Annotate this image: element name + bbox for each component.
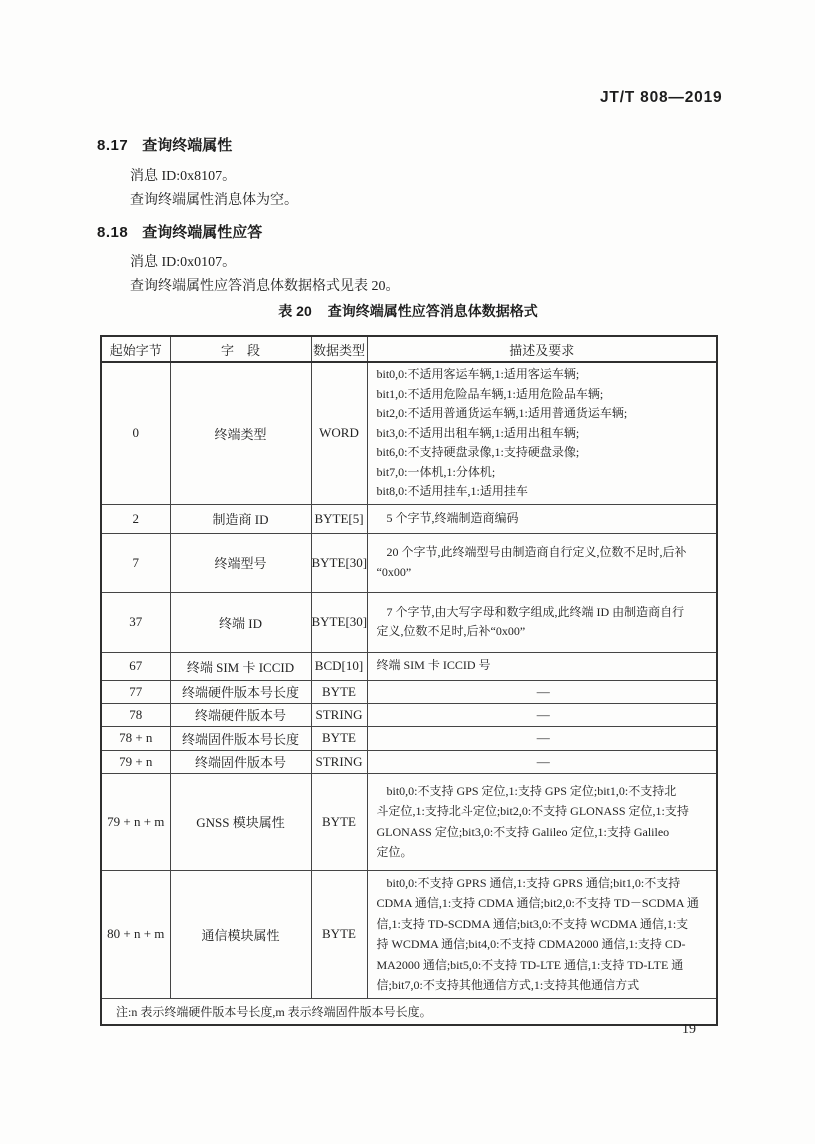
desc-line: bit0,0:不适用客运车辆,1:适用客运车辆;: [376, 367, 580, 381]
cell-field: 终端固件版本号长度: [170, 726, 311, 750]
paragraph: 消息 ID:0x8107。: [130, 169, 237, 184]
cell-data-type: BYTE: [311, 870, 367, 998]
desc-line: “0x00”: [376, 564, 412, 579]
cell-data-type: BYTE[30]: [311, 592, 367, 652]
cell-start-byte: 79 + n + m: [101, 773, 170, 870]
table-row: [101, 592, 717, 652]
cell-start-byte: 2: [101, 504, 170, 533]
cell-data-type: BYTE: [311, 680, 367, 703]
cell-field: 终端硬件版本号长度: [170, 680, 311, 703]
table-header-row: [101, 336, 717, 362]
col-header-field: 字 段: [170, 336, 311, 362]
message-format-table: [100, 335, 718, 1026]
cell-start-byte: 37: [101, 592, 170, 652]
cell-field: 终端 ID: [170, 592, 311, 652]
page-number: 19: [682, 1022, 696, 1037]
desc-line: bit7,0:一体机,1:分体机;: [376, 464, 496, 479]
cell-field: 终端硬件版本号: [170, 703, 311, 726]
desc-line: 斗定位,1:支持北斗定位;bit2,0:不支持 GLONASS 定位,1:支持: [376, 804, 689, 818]
dash-placeholder: —: [536, 683, 550, 699]
table-caption: [100, 301, 716, 321]
cell-start-byte: 0: [101, 362, 170, 504]
dash-placeholder: —: [536, 706, 550, 722]
cell-field: 制造商 ID: [170, 504, 311, 533]
cell-field: GNSS 模块属性: [170, 773, 311, 870]
paragraph: 查询终端属性应答消息体数据格式见表 20。: [130, 279, 400, 294]
table-row: [101, 680, 717, 703]
desc-line: MA2000 通信;bit5,0:不支持 TD-LTE 通信,1:支持 TD-LTE 通: [376, 957, 684, 972]
table-row: [101, 773, 717, 870]
cell-data-type: WORD: [311, 362, 367, 504]
cell-description: [367, 773, 717, 870]
table-caption-title: 查询终端属性应答消息体数据格式: [327, 303, 538, 319]
desc-line: GLONASS 定位;bit3,0:不支持 Galileo 定位,1:支持 Galileo: [376, 824, 670, 839]
dash-placeholder: —: [536, 730, 550, 745]
cell-start-byte: 77: [101, 680, 170, 703]
cell-description: [367, 504, 717, 533]
table-row: [101, 652, 717, 680]
table-caption-label: 表 20: [278, 303, 312, 319]
table-note: 注:n 表示终端硬件版本号长度,m 表示终端固件版本号长度。: [101, 998, 717, 1025]
desc-line: 5 个字节,终端制造商编码: [386, 510, 519, 525]
cell-start-byte: 78: [101, 703, 170, 726]
desc-line: CDMA 通信,1:支持 CDMA 通信;bit2,0:不支持 TD－SCDMA 通: [376, 896, 699, 910]
cell-data-type: BYTE: [311, 773, 367, 870]
cell-start-byte: 79 + n: [101, 750, 170, 773]
cell-start-byte: 7: [101, 533, 170, 592]
desc-line: 定位。: [376, 845, 413, 859]
table-row: [101, 504, 717, 533]
cell-start-byte: 67: [101, 652, 170, 680]
cell-field: 通信模块属性: [170, 870, 311, 998]
section-heading-8-18: [97, 221, 262, 242]
section-title: 查询终端属性: [142, 137, 233, 154]
paragraph: 查询终端属性消息体为空。: [130, 193, 298, 208]
desc-line: bit3,0:不适用出租车辆,1:适用出租车辆;: [376, 425, 580, 440]
cell-description: [367, 533, 717, 592]
table-row: [101, 362, 717, 504]
cell-description: [367, 680, 717, 703]
desc-line: 终端 SIM 卡 ICCID 号: [376, 658, 491, 673]
dash-placeholder: —: [536, 753, 550, 769]
cell-data-type: BYTE[5]: [311, 504, 367, 533]
col-header-description: 描述及要求: [367, 336, 717, 362]
table-row: [101, 870, 717, 998]
desc-line: 持 WCDMA 通信;bit4,0:不支持 CDMA2000 通信,1:支持 CD-: [376, 937, 686, 951]
desc-line: 20 个字节,此终端型号由制造商自行定义,位数不足时,后补: [386, 545, 687, 559]
desc-line: bit8,0:不适用挂车,1:适用挂车: [376, 484, 528, 498]
cell-field: 终端固件版本号: [170, 750, 311, 773]
section-heading-8-17: [97, 134, 232, 155]
cell-data-type: STRING: [311, 750, 367, 773]
desc-line: bit0,0:不支持 GPS 定位,1:支持 GPS 定位;bit1,0:不支持北: [386, 783, 677, 798]
section-number: 8.18: [97, 224, 129, 241]
paragraph: 消息 ID:0x0107。: [130, 255, 237, 270]
desc-line: 信,1:支持 TD-SCDMA 通信;bit3,0:不支持 WCDMA 通信,1:支: [376, 916, 689, 931]
standard-number: JT/T 808—2019: [600, 89, 723, 106]
cell-field: 终端 SIM 卡 ICCID: [170, 652, 311, 680]
desc-line: bit0,0:不支持 GPRS 通信,1:支持 GPRS 通信;bit1,0:不支持: [386, 875, 681, 890]
table-row: [101, 533, 717, 592]
cell-field: 终端类型: [170, 362, 311, 504]
desc-line: bit1,0:不适用危险品车辆,1:适用危险品车辆;: [376, 386, 604, 401]
cell-description: [367, 726, 717, 750]
cell-description: [367, 750, 717, 773]
cell-description: [367, 652, 717, 680]
cell-start-byte: 80 + n + m: [101, 870, 170, 998]
desc-line: bit2,0:不适用普通货运车辆,1:适用普通货运车辆;: [376, 406, 628, 420]
desc-line: bit6,0:不支持硬盘录像,1:支持硬盘录像;: [376, 445, 580, 459]
table-row: [101, 726, 717, 750]
cell-data-type: BYTE[30]: [311, 533, 367, 592]
cell-description: [367, 592, 717, 652]
col-header-data-type: 数据类型: [311, 336, 367, 362]
section-number: 8.17: [97, 137, 129, 154]
cell-field: 终端型号: [170, 533, 311, 592]
cell-description: [367, 870, 717, 998]
table-note-row: [101, 998, 717, 1025]
table-row: [101, 703, 717, 726]
cell-description: [367, 362, 717, 504]
desc-line: 定义,位数不足时,后补“0x00”: [376, 624, 526, 638]
cell-data-type: BCD[10]: [311, 652, 367, 680]
cell-data-type: BYTE: [311, 726, 367, 750]
cell-description: [367, 703, 717, 726]
col-header-start-byte: 起始字节: [101, 336, 170, 362]
desc-line: 7 个字节,由大写字母和数字组成,此终端 ID 由制造商自行: [386, 604, 685, 619]
cell-data-type: STRING: [311, 703, 367, 726]
cell-start-byte: 78 + n: [101, 726, 170, 750]
table-row: [101, 750, 717, 773]
desc-line: 信;bit7,0:不支持其他通信方式,1:支持其他通信方式: [376, 978, 640, 992]
section-title: 查询终端属性应答: [142, 224, 263, 241]
